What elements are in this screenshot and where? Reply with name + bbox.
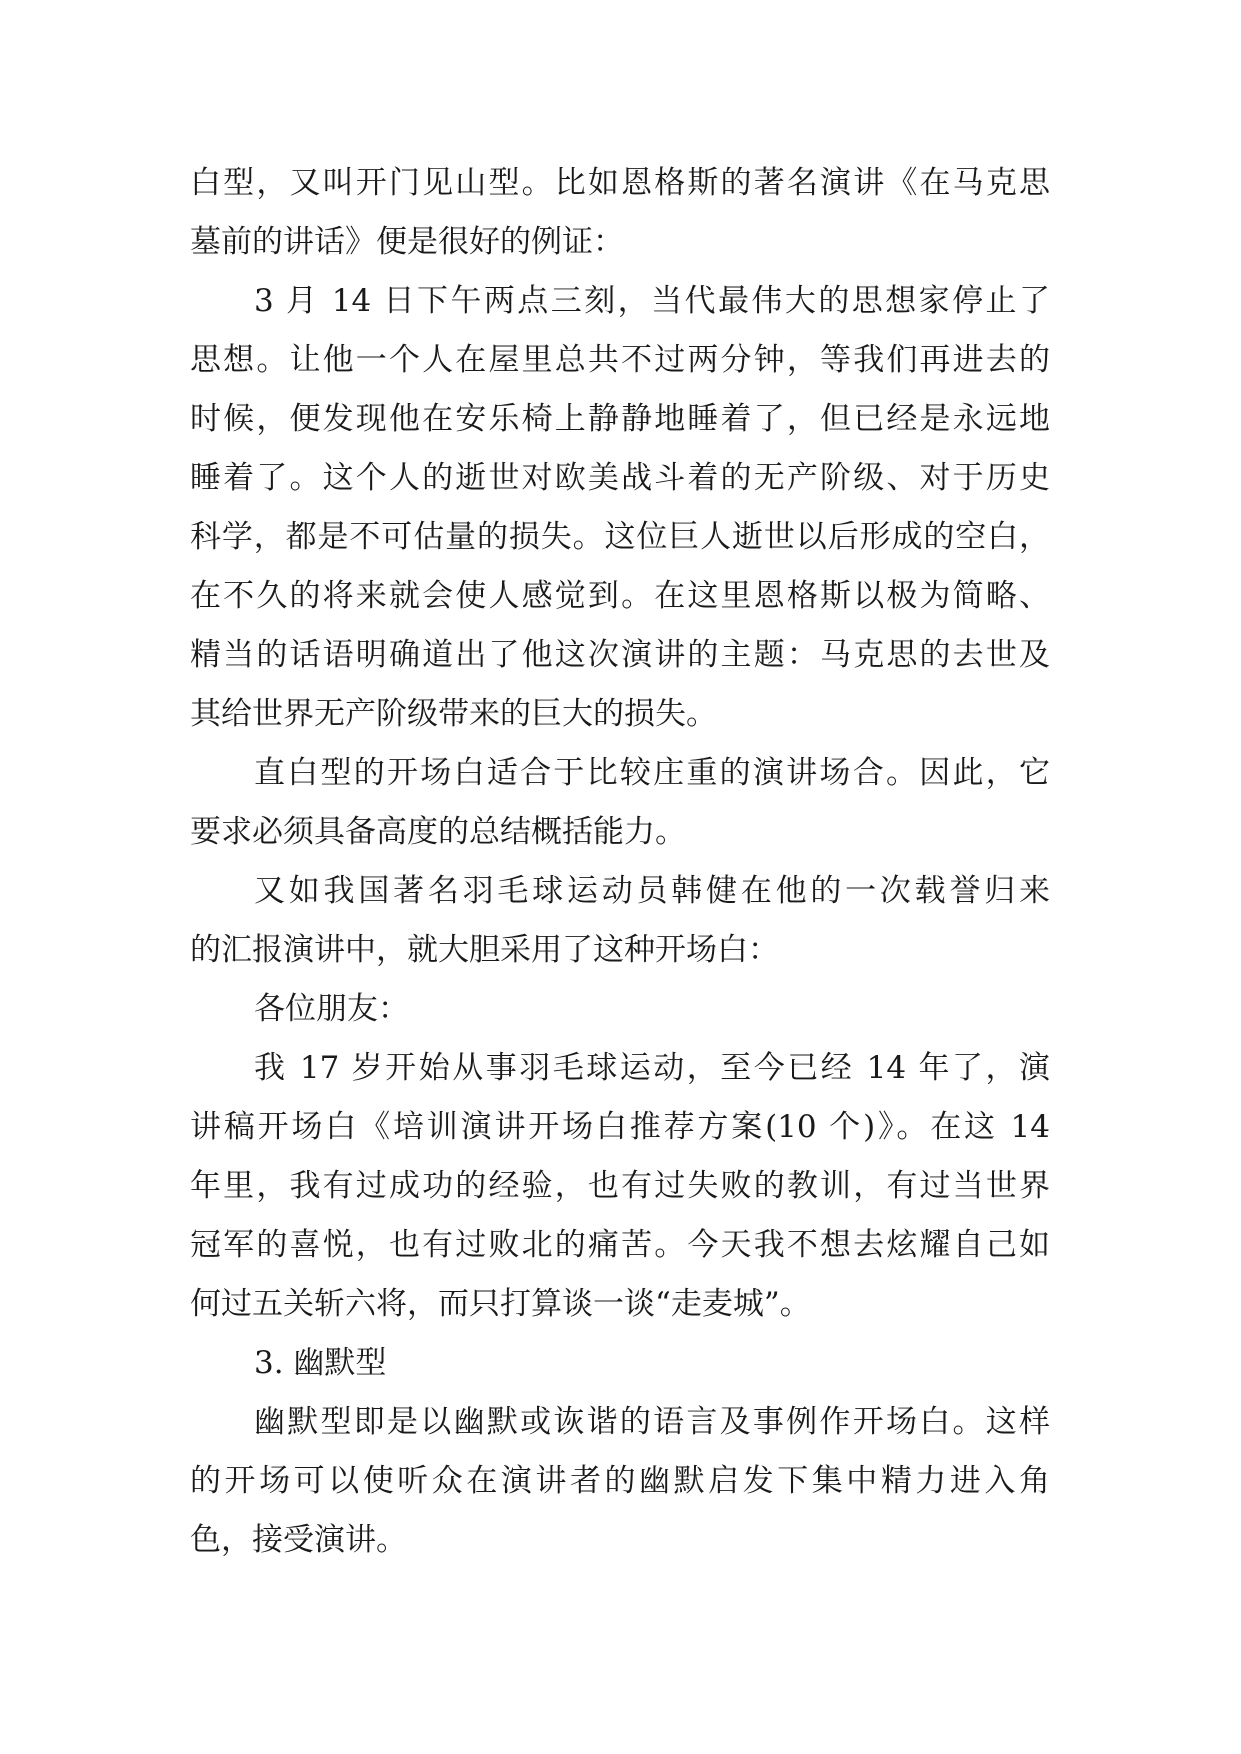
text-line: 白型，又叫开门见山型。比如恩格斯的著名演讲《在马克思 xyxy=(190,165,1050,201)
text-line: 其给世界无产阶级带来的巨大的损失。 xyxy=(190,696,717,732)
text-line: 各位朋友： xyxy=(254,991,409,1027)
text-line: 冠军的喜悦，也有过败北的痛苦。今天我不想去炫耀自己如 xyxy=(190,1227,1050,1263)
text-line: 科学，都是不可估量的损失。这位巨人逝世以后形成的空白， xyxy=(190,519,1050,555)
text-line: 何过五关斩六将，而只打算谈一谈“走麦城”。 xyxy=(190,1286,811,1322)
text-line: 幽默型即是以幽默或诙谐的语言及事例作开场白。这样 xyxy=(254,1404,1050,1440)
text-line: 要求必须具备高度的总结概括能力。 xyxy=(190,814,686,850)
text-line: 精当的话语明确道出了他这次演讲的主题：马克思的去世及 xyxy=(190,637,1050,673)
text-line: 直白型的开场白适合于比较庄重的演讲场合。因此，它 xyxy=(254,755,1050,791)
text-line: 时候，便发现他在安乐椅上静静地睡着了，但已经是永远地 xyxy=(190,401,1050,437)
text-line: 色，接受演讲。 xyxy=(190,1522,407,1558)
text-line: 睡着了。这个人的逝世对欧美战斗着的无产阶级、对于历史 xyxy=(190,460,1050,496)
text-line: 讲稿开场白《培训演讲开场白推荐方案(10 个)》。在这 14 xyxy=(190,1109,1050,1145)
text-line: 3 月 14 日下午两点三刻，当代最伟大的思想家停止了 xyxy=(254,283,1050,319)
text-line: 的汇报演讲中，就大胆采用了这种开场白： xyxy=(190,932,779,968)
text-line: 我 17 岁开始从事羽毛球运动，至今已经 14 年了，演 xyxy=(254,1050,1050,1086)
section-heading: 3. 幽默型 xyxy=(254,1345,387,1381)
text-line: 年里，我有过成功的经验，也有过失败的教训，有过当世界 xyxy=(190,1168,1050,1204)
text-line: 又如我国著名羽毛球运动员韩健在他的一次载誉归来 xyxy=(254,873,1050,909)
text-line: 的开场可以使听众在演讲者的幽默启发下集中精力进入角 xyxy=(190,1463,1050,1499)
text-line: 思想。让他一个人在屋里总共不过两分钟，等我们再进去的 xyxy=(190,342,1050,378)
text-line: 墓前的讲话》便是很好的例证： xyxy=(190,224,624,260)
text-line: 在不久的将来就会使人感觉到。在这里恩格斯以极为简略、 xyxy=(190,578,1050,614)
